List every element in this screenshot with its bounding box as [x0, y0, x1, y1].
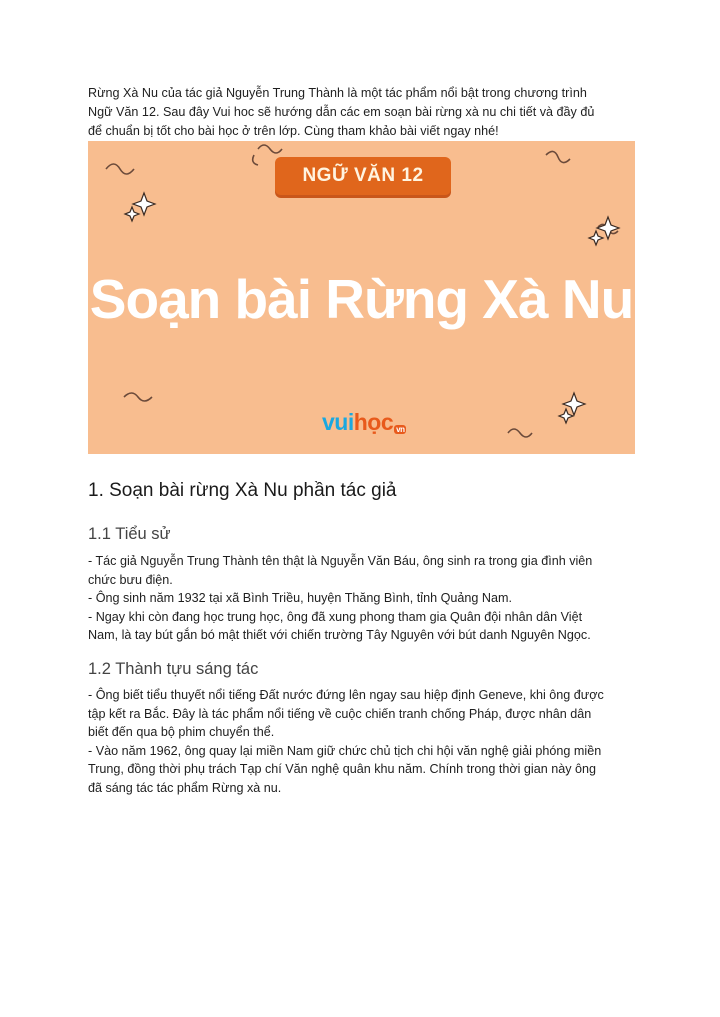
- text-line: - Ông sinh năm 1932 tại xã Bình Triều, huyện Thăng Bình, tỉnh Quảng Nam.: [88, 591, 513, 605]
- text-line: - Tác giả Nguyễn Trung Thành tên thật là Nguyễn Văn Báu, ông sinh ra trong gia đình viên: [88, 554, 593, 568]
- logo-text-vui: vui: [322, 409, 354, 435]
- text-line: - Vào năm 1962, ông quay lại miền Nam giữ chức chủ tịch chi hội văn nghệ giải phóng miền: [88, 743, 602, 758]
- banner-image: [88, 141, 635, 454]
- intro-paragraph: [88, 84, 648, 141]
- subsection-heading: 1.1 Tiểu sử: [88, 525, 171, 543]
- squiggle-decoration: [253, 155, 258, 165]
- text-line: Nam, là tay bút gắn bó mật thiết với chiến trường Tây Nguyên với bút danh Nguyên Ngọc.: [88, 628, 591, 642]
- sparkle-icon: [589, 217, 619, 245]
- sparkle-icon: [125, 193, 155, 221]
- text-line: đã sáng tác tác phẩm Rừng xà nu.: [88, 780, 282, 795]
- logo-suffix: vn: [396, 425, 405, 434]
- text-line: - Ông biết tiểu thuyết nổi tiếng Đất nước đứng lên ngay sau hiệp định Geneve, khi ông được: [88, 688, 604, 702]
- banner-title: Soạn bài Rừng Xà Nu: [89, 268, 634, 330]
- vuihoc-logo: [322, 409, 406, 436]
- squiggle-decoration: [546, 151, 570, 162]
- text-line: - Ngay khi còn đang học trung học, ông đã xung phong tham gia Quân đội nhân dân Việt: [88, 609, 583, 624]
- intro-line: Rừng Xà Nu của tác giả Nguyễn Trung Thành là một tác phẩm nổi bật trong chương trình: [88, 86, 587, 100]
- text-line: biết đến qua bộ phim chuyển thể.: [88, 725, 275, 739]
- squiggle-decoration: [106, 164, 134, 174]
- biography-text: [88, 552, 648, 645]
- intro-line: để chuẩn bị tốt cho bài học ở trên lớp. Cùng tham khảo bài viết ngay nhé!: [88, 124, 499, 138]
- subsection-heading: 1.2 Thành tựu sáng tác: [88, 660, 259, 678]
- squiggle-decoration: [124, 393, 152, 401]
- logo-text-hoc: học: [353, 409, 394, 435]
- section-heading: 1. Soạn bài rừng Xà Nu phần tác giả: [88, 480, 397, 501]
- squiggle-decoration: [258, 145, 282, 153]
- text-line: chức bưu điện.: [88, 572, 173, 587]
- achievements-text: [88, 686, 648, 797]
- text-line: tập kết ra Bắc. Đây là tác phẩm nổi tiếng về cuộc chiến tranh chống Pháp, được nhân dân: [88, 706, 592, 721]
- squiggle-decoration: [508, 429, 532, 437]
- sparkle-icon: [559, 393, 585, 423]
- intro-line: Ngữ Văn 12. Sau đây Vui hoc sẽ hướng dẫn các em soạn bài rừng xà nu chi tiết và đầy đủ: [88, 105, 595, 119]
- text-line: Trung, đồng thời phụ trách Tạp chí Văn nghệ quân khu năm. Chính trong thời gian này ông: [88, 762, 597, 776]
- subject-badge: NGỮ VĂN 12: [275, 157, 451, 195]
